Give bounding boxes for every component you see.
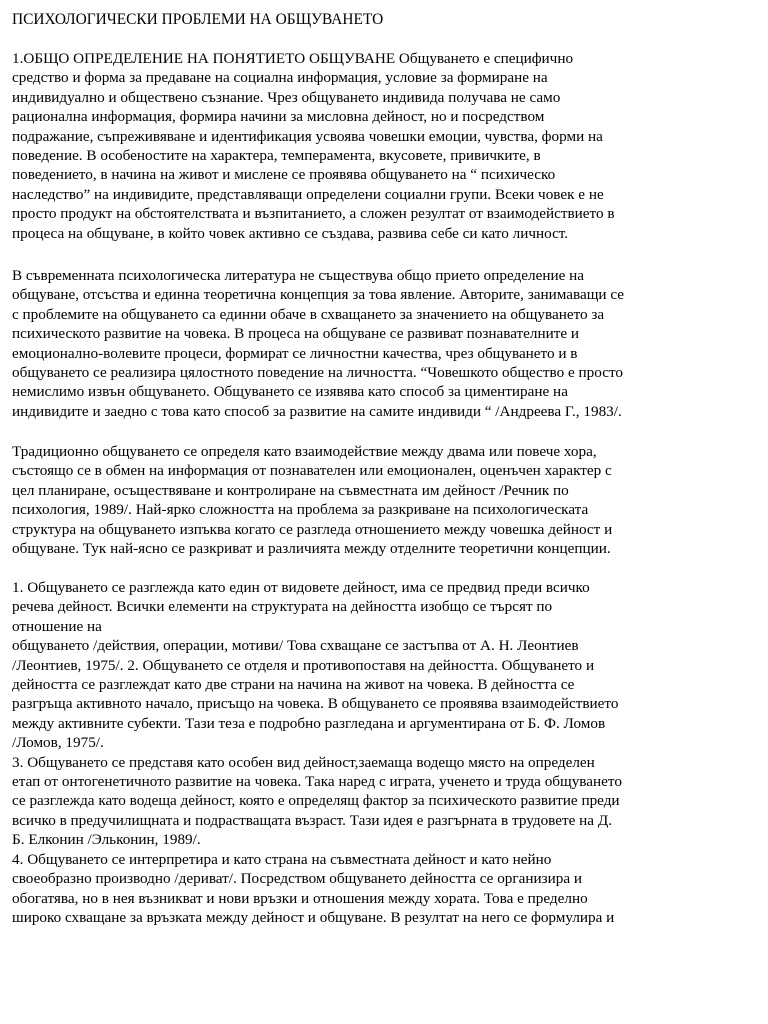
text-line: общуването се реализира цялостното поведение на личността. “Човешкото общество е просто — [12, 364, 624, 382]
text-line: /Ломов, 1975/. — [12, 734, 104, 752]
text-line: Традиционно общуването се определя като взаимодействие между двама или повече хора, — [12, 443, 597, 460]
text-line: психология, 1989/. Най-ярко сложността на проблема за разкриване на психологическата — [12, 501, 589, 519]
text-line: разгръща активното начало, присъщо на човека. В общуването се проявява взаимодействието — [12, 695, 619, 713]
text-line: широко схващане за връзката между дейност и общуване. В резултат на него се формулира и — [12, 908, 615, 926]
paragraph-general-definition — [12, 49, 762, 243]
text-line: с проблемите на общуването са единни обаче в схващането за значението на общуването за — [12, 305, 605, 323]
text-line: общуване, отсъства и единна теоретична концепция за това явление. Авторите, занимаващи се — [12, 286, 624, 304]
text-line: отношение на — [12, 617, 102, 635]
text-line: структура на общуването изпъква когато се разгледа отношението между човешка дейност и — [12, 520, 613, 538]
text-line: средство и форма за предаване на социална информация, условие за формиране на — [12, 69, 548, 87]
text-line: поведението, в начина на живот и мислене се проявява общуването на “ психическо — [12, 166, 556, 184]
text-line: наследство” на индивидите, представляващи определени социални групи. Всеки човек е не — [12, 185, 604, 203]
text-line: 1. Общуването се разглежда като един от видовете дейност, има се предвид преди всичко — [12, 579, 590, 596]
text-line: В съвременната психологическа литература не съществува общо прието определение на — [12, 267, 584, 284]
text-line: немислимо извън общуването. Общуването се изявява като способ за циментиране на — [12, 383, 568, 401]
paragraph-theoretical-concepts — [12, 578, 762, 927]
text-line: индивидуално и обществено съзнание. Чрез общуването индивида получава не само — [12, 88, 561, 106]
text-line: 4. Общуването се интерпретира и като страна на съвместната дейност и като нейно — [12, 850, 552, 868]
paragraph-traditional-definition — [12, 442, 762, 558]
text-line: общуването /действия, операции, мотиви/ Това схващане се застъпва от А. Н. Леонтиев — [12, 637, 579, 655]
text-line: общуване. Тук най-ясно се разкриват и различията между отделните теоретични концепции. — [12, 540, 611, 558]
text-line: процеса на общуване, в който човек активно се създава, развива себе си като личност. — [12, 224, 569, 242]
text-line: речева дейност. Всички елементи на структурата на дейността изобщо се търсят по — [12, 598, 553, 616]
text-line: /Леонтиев, 1975/. 2. Общуването се отделя и противопоставя на дейността. Общуването и — [12, 656, 595, 674]
document-title: ПСИХОЛОГИЧЕСКИ ПРОБЛЕМИ НА ОБЩУВАНЕТО — [12, 11, 384, 28]
text-line: подражание, съпреживяване и идентификация усвоява човешки емоции, чувства, форми на — [12, 127, 603, 145]
text-line: 3. Общуването се представя като особен вид дейност,заемаща водещо място на определен — [12, 753, 595, 771]
text-line: дейността се разглеждат като две страни на начина на живот на човека. В дейността се — [12, 676, 575, 694]
text-line: етап от онтогенетичното развитие на човека. Така наред с играта, ученето и труда общуването — [12, 773, 622, 791]
text-line: обогатява, но в нея възникват и нови връзки и отношения между хората. Това е пределно — [12, 889, 588, 907]
text-line: своеобразно производно /дериват/. Посредством общуването дейността се организира и — [12, 870, 583, 888]
text-line: поведение. В особеностите на характера, темперамента, вкусовете, привичките, в — [12, 147, 541, 165]
text-line: всичко в предучилищната и подрастващата възраст. Тази идея е разгърната в трудовете на Д. — [12, 811, 612, 829]
text-line: емоционално-волевите процеси, формират се личностни качества, чрез общуването и в — [12, 344, 578, 362]
text-line: психическото развитие на човека. В процеса на общуване се развиват познавателните и — [12, 325, 580, 343]
paragraph-contemporary-literature — [12, 266, 762, 421]
text-line: рационална информация, формира начини за мисловна дейност, но и посредством — [12, 108, 545, 126]
text-line: между активните субекти. Тази теза е подробно разгледана и аргументирана от Б. Ф. Ломов — [12, 714, 606, 732]
text-line: се разглежда като водеща дейност, която е определящ фактор за психическото развитие преди — [12, 792, 620, 810]
text-line: състоящо се в обмен на информация от познавателен или емоционален, оценъчен характер с — [12, 462, 612, 480]
text-line: Б. Елконин /Эльконин, 1989/. — [12, 831, 201, 849]
text-line: просто продукт на обстоятелствата и възпитанието, а сложен резултат от взаимодействието в — [12, 205, 615, 223]
text-line: индивидите и заедно с това като способ за развитие на самите индивиди “ /Андреева Г., 1983/. — [12, 402, 622, 420]
text-line: 1.ОБЩО ОПРЕДЕЛЕНИЕ НА ПОНЯТИЕТО ОБЩУВАНЕ Общуването е специфично — [12, 50, 574, 67]
text-line: цел планиране, осъществяване и контролиране на съвместната им дейност /Речник по — [12, 481, 569, 499]
